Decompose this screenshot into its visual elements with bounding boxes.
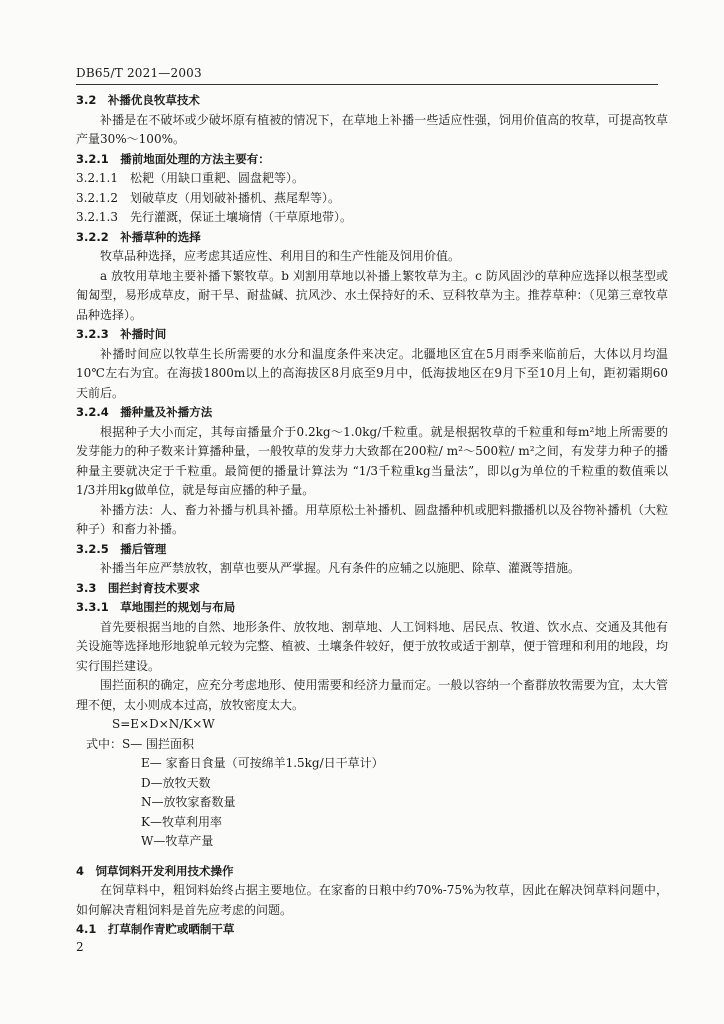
paragraph: 牧草品种选择，应考虑其适应性、利用目的和生产性能及饲用价值。: [100, 249, 461, 263]
formula-legend-item: K—牧草利用率: [141, 814, 222, 829]
paragraph: 在饲草料中，粗饲料始终占据主要地位。在家畜的日粮中约70%-75%为牧草，因此在解决饲草料问题中，如何解决青粗饲料是首先应考虑的问题。: [76, 883, 668, 917]
list-item: 3.2.1.3 先行灌溉，保证土壤墒情（干草原地带）。: [76, 210, 352, 224]
formula-legend-item: E— 家畜日食量（可按绵羊1.5kg/日干草计）: [141, 756, 384, 770]
section-heading: 4.1 打草制作青贮或晒制干草: [76, 922, 235, 936]
formula-legend: 式中：S— 围拦面积: [86, 736, 195, 751]
paragraph: 补播当年应严禁放牧，割草也要从严掌握。凡有条件的应辅之以施肥、除草、灌溉等措施。: [100, 561, 581, 575]
formula-legend-item: W—牧草产量: [141, 834, 214, 848]
page-number: 2: [76, 940, 84, 954]
paragraph: 补播是在不破坏或少破坏原有植被的情况下，在草地上补播一些适应性强，饲用价值高的牧草，可提高牧草产量30%～100%。: [76, 112, 668, 146]
section-heading: 3.2.1 播前地面处理的方法主要有：: [76, 151, 270, 166]
paragraph: a 放牧用草地主要补播下繁牧草。b 刈割用草地以补播上繁牧草为主。c 防风固沙的草种应选择以根茎型或匍匐型，易形成草皮，耐干旱、耐盐碱、抗风沙、水土保持好的禾、豆科牧草为主。推荐草种：（见第三章牧草品种选择）。: [76, 268, 668, 322]
section-heading: 3.2.3 补播时间: [76, 327, 167, 341]
section-heading: 3.2 补播优良牧草技术: [76, 93, 200, 107]
formula: S=E×D×N/K×W: [112, 717, 215, 731]
paragraph: 补播方法：人、畜力补播与机具补播。用草原松土补播机、圆盘播种机或肥料撒播机以及谷物补播机（大粒种子）和畜力补播。: [76, 502, 668, 536]
formula-legend-item: D—放牧天数: [141, 775, 211, 790]
section-heading: 3.3.1 草地围拦的规划与布局: [76, 600, 236, 614]
section-heading: 3.3 围拦封育技术要求: [76, 580, 200, 595]
document-body: [76, 91, 668, 940]
section-heading: 4 饲草饲料开发利用技术操作: [76, 863, 234, 878]
section-heading: 3.2.2 补播草种的选择: [76, 229, 201, 244]
paragraph: 围拦面积的确定，应充分考虑地形、使用需要和经济力量而定。一般以容纳一个畜群放牧需要为宜，太大管理不便，太小则成本过高，放牧密度太大。: [76, 678, 668, 712]
paragraph: 根据种子大小而定，其每亩播量介于0.2kg～1.0kg/千粒重。就是根据牧草的千粒重和每m²地上所需要的发芽能力的种子数来计算播种量，一般牧草的发芽力大致都在200粒/ m²～500粒/ m²之间，有发芽力种子的播种量主要就决定于千粒重。最简便的播量计算法为 “1/3千粒重kg当量法”，即以g为单位的千粒重的数值乘以1/3并用kg做单位，就是每亩应播的种子量。: [76, 424, 668, 497]
document-id-header: DB65/T 2021—2003: [76, 66, 202, 80]
section-heading: 3.2.5 播后管理: [76, 541, 167, 556]
header-rule: [76, 84, 658, 85]
formula-legend-item: N—放牧家畜数量: [141, 795, 236, 809]
paragraph: 补播时间应以牧草生长所需要的水分和温度条件来决定。北疆地区宜在5月雨季来临前后，大体以月均温10℃左右为宜。在海拔1800m以上的高海拔区8月底至9月中，低海拔地区在9月下至10月上旬，距初霜期60天前后。: [76, 346, 668, 400]
section-heading: 3.2.4 播种量及补播方法: [76, 405, 213, 419]
list-item: 3.2.1.1 松耙（用缺口重耙、圆盘耙等）。: [76, 171, 304, 185]
list-item: 3.2.1.2 划破草皮（用划破补播机、燕尾犁等）。: [76, 190, 340, 205]
paragraph: 首先要根据当地的自然、地形条件、放牧地、割草地、人工饲料地、居民点、牧道、饮水点、交通及其他有关设施等选择地形地貌单元较为完整、植被、土壤条件较好，便于放牧或适于割草，便于管理和利用的地段，均实行围拦建设。: [76, 619, 668, 673]
